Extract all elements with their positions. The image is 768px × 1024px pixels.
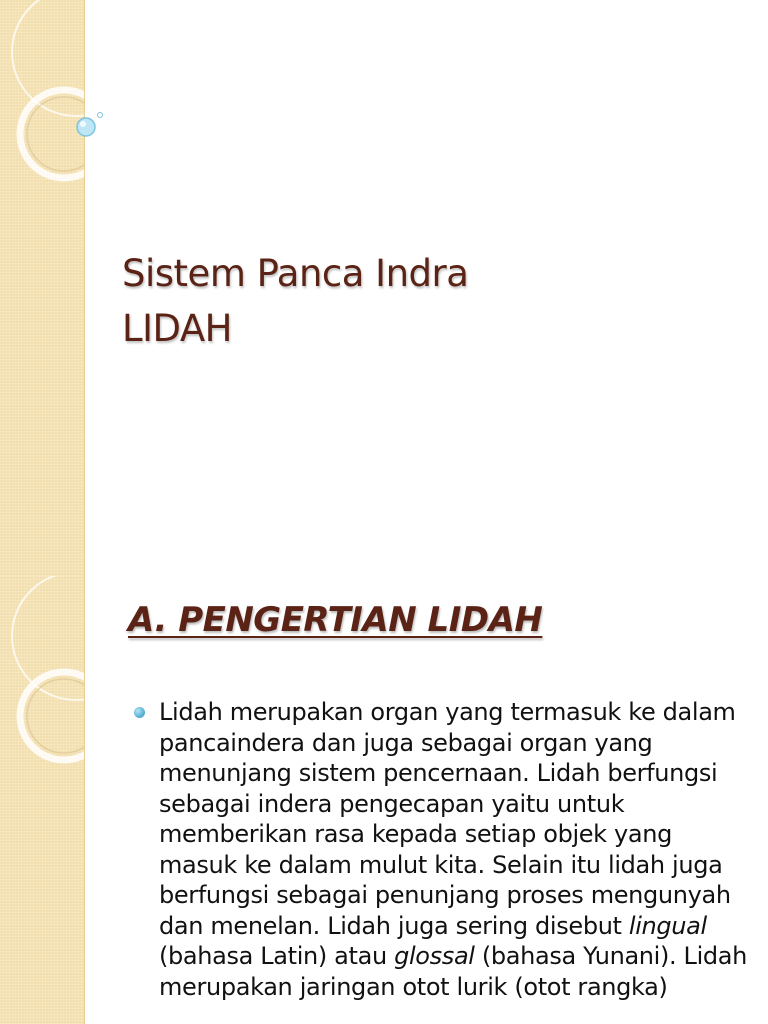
ring-circles-decoration <box>0 0 84 576</box>
bubble-icon <box>74 108 106 140</box>
slide-title <box>122 246 468 356</box>
list-item <box>134 697 750 1002</box>
bullet-text-part-3: (bahasa Yunani). Lidah merupakan jaringan otot lurik (otot rangka) <box>159 942 747 1001</box>
term-glossal: glossal <box>394 942 475 970</box>
decorative-side-strip <box>0 0 85 576</box>
section-heading: A. PENGERTIAN LIDAH <box>128 600 543 640</box>
ring-circles-decoration <box>0 576 84 1024</box>
title-line-1: Sistem Panca Indra <box>122 252 469 295</box>
title-line-2: LIDAH <box>122 307 232 350</box>
decorative-side-strip <box>0 576 85 1024</box>
bullet-text-part-2: (bahasa Latin) atau <box>159 942 395 970</box>
bullet-text-part-1: Lidah merupakan organ yang termasuk ke dalam pancaindera dan juga sebagai organ yang menunjang sistem pencernaan. Lidah berfungsi sebagai indera pengecapan yaitu untuk memberikan rasa kepada setiap objek yang masuk ke dalam mulut kita. Selain itu lidah juga berfungsi sebagai penunjang proses mengunyah dan menelan. Lidah juga sering disebut <box>159 698 736 940</box>
bullet-dot-icon <box>134 707 145 718</box>
content-slide <box>0 576 768 1024</box>
bullet-list <box>134 697 750 1002</box>
term-lingual: lingual <box>628 911 707 940</box>
